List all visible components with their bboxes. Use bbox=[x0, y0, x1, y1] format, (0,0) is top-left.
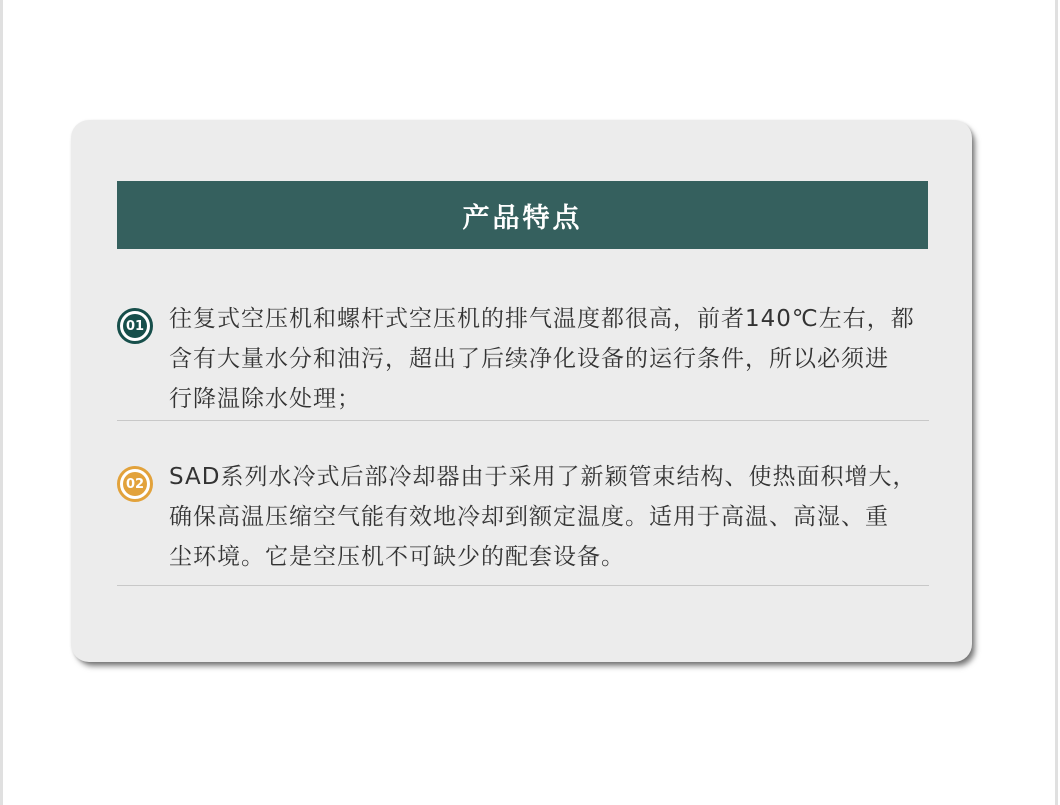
product-features-card bbox=[71, 120, 972, 662]
feature-1-number: 01 bbox=[123, 314, 147, 338]
section-header-banner bbox=[117, 181, 928, 249]
page-left-border bbox=[0, 0, 3, 805]
feature-1-text bbox=[169, 299, 915, 419]
feature-2-number: 02 bbox=[123, 472, 147, 496]
feature-1-number-badge bbox=[117, 308, 153, 344]
feature-2-line-2: 确保高温压缩空气能有效地冷却到额定温度。适用于高温、高湿、重 bbox=[169, 504, 889, 530]
feature-2-number-badge bbox=[117, 466, 153, 502]
divider-after-feature-1 bbox=[117, 420, 929, 421]
feature-1-line-1: 往复式空压机和螺杆式空压机的排气温度都很高，前者140℃左右，都 bbox=[169, 306, 915, 332]
divider-after-feature-2 bbox=[117, 585, 929, 586]
section-title: 产品特点 bbox=[462, 202, 583, 234]
feature-1-line-2: 含有大量水分和油污，超出了后续净化设备的运行条件，所以必须进 bbox=[169, 346, 889, 372]
feature-1-line-3: 行降温除水处理； bbox=[169, 386, 361, 412]
feature-item-1 bbox=[117, 299, 915, 419]
feature-item-2 bbox=[117, 457, 916, 577]
feature-2-text bbox=[169, 457, 916, 577]
page-right-border bbox=[1055, 0, 1058, 805]
feature-2-line-1: SAD系列水冷式后部冷却器由于采用了新颖管束结构、使热面积增大， bbox=[169, 464, 917, 490]
feature-2-line-3: 尘环境。它是空压机不可缺少的配套设备。 bbox=[169, 544, 625, 570]
